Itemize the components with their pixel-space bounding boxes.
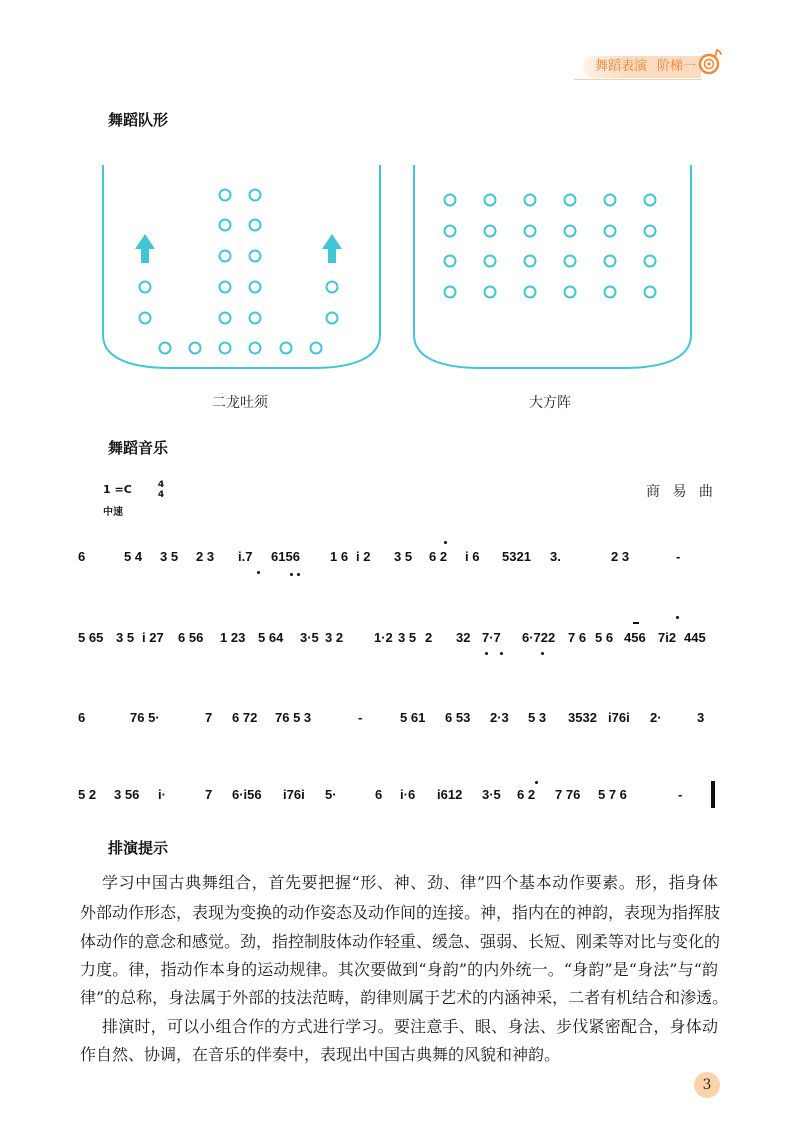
paragraph-line: 作自然、协调，在音乐的伴奏中，表现出中国古典舞的风貌和神韵。: [80, 1045, 561, 1064]
octave-dot: [500, 652, 503, 655]
dancer-marker: [645, 195, 656, 206]
note-group: 1·2: [374, 630, 393, 645]
dancer-marker: [220, 251, 231, 262]
note-group: 5 6: [595, 630, 614, 645]
note-group: 6: [78, 710, 86, 725]
dancer-marker: [190, 343, 201, 354]
note-group: 3 5: [160, 549, 179, 564]
note-group: 5 65: [78, 630, 104, 645]
note-group: 3 56: [114, 787, 140, 802]
note-group: 3 2: [325, 630, 344, 645]
octave-dot: [676, 616, 679, 619]
dancer-marker: [250, 190, 261, 201]
note-group: 6: [375, 787, 383, 802]
dancer-marker: [485, 287, 496, 298]
note-group: -: [358, 710, 363, 725]
dancer-marker: [485, 256, 496, 267]
octave-dot: [257, 571, 260, 574]
dancer-marker: [250, 343, 261, 354]
formation-diagrams: [0, 155, 800, 380]
note-group: i612: [437, 787, 463, 802]
note-group: i76i: [283, 787, 305, 802]
dancer-marker: [220, 220, 231, 231]
octave-dot: [541, 652, 544, 655]
section-label: 舞蹈表演: [595, 59, 648, 74]
dancer-marker: [525, 256, 536, 267]
paragraph-line: 学习中国古典舞组合，首先要把握“形、神、劲、律”四个基本动作要素。形，指身体: [102, 873, 718, 892]
direction-arrow-icon: [322, 234, 342, 263]
octave-dot: [297, 573, 300, 576]
note-group: 5 3: [528, 710, 547, 725]
score-line: [0, 549, 800, 565]
dancer-marker: [485, 195, 496, 206]
note-group: 5 4: [124, 549, 143, 564]
diagram-caption: 大方阵: [529, 395, 571, 411]
octave-dot: [535, 781, 538, 784]
paragraph-line: 体动作的意念和感觉。劲，指控制肢体动作轻重、缓急、强弱、长短、刚柔等对比与变化的: [80, 932, 721, 951]
chapter-badge: [583, 56, 701, 78]
octave-dot: [485, 652, 488, 655]
dancer-marker: [605, 195, 616, 206]
note-group: 1 6: [330, 549, 349, 564]
note-group: i76i: [608, 710, 630, 725]
note-group: 6·i56: [232, 787, 262, 802]
note-group: i.7: [238, 549, 253, 564]
music-heading: 舞蹈音乐: [108, 439, 169, 457]
note-group: 3 5: [398, 630, 417, 645]
note-group: 6156: [271, 549, 300, 564]
note-group: 1 23: [220, 630, 246, 645]
dancer-marker: [445, 226, 456, 237]
note-group: 5 64: [258, 630, 284, 645]
score-line: [0, 710, 800, 726]
note-group: 6: [78, 549, 86, 564]
octave-dot: [444, 541, 447, 544]
note-group: 7 6: [568, 630, 587, 645]
paragraph-line: 律”的总称，身法属于外部的技法范畴，韵律则属于艺术的内涵神采，二者有机结合和渗透。: [80, 988, 729, 1007]
note-group: 2: [425, 630, 433, 645]
note-group: 3.: [550, 549, 561, 564]
note-group: 6 53: [445, 710, 471, 725]
dancer-marker: [565, 226, 576, 237]
note-group: 7 76: [555, 787, 581, 802]
dancer-marker: [645, 226, 656, 237]
composer-credit: 商 易 曲: [646, 484, 717, 500]
time-signature-top: 4: [157, 480, 165, 490]
dancer-marker: [605, 256, 616, 267]
note-group: 3·5: [482, 787, 501, 802]
dancer-marker: [525, 226, 536, 237]
note-group: 3532: [568, 710, 597, 725]
stage-outline: [103, 165, 380, 368]
note-group: 2·: [650, 710, 662, 725]
dancer-marker: [220, 190, 231, 201]
note-group: 5321: [502, 549, 531, 564]
page-number: 3: [694, 1072, 720, 1098]
paragraph-line: 排演时，可以小组合作的方式进行学习。要注意手、眼、身法、步伐紧密配合，身体动: [102, 1017, 718, 1036]
note-group: 32: [456, 630, 471, 645]
note-group: i·: [158, 787, 166, 802]
note-group: 2 3: [611, 549, 630, 564]
score-line: [0, 630, 800, 646]
dancer-marker: [565, 287, 576, 298]
note-group: 2·3: [490, 710, 509, 725]
paragraph-line: 力度。律，指动作本身的运动规律。其次要做到“身韵”的内外统一。“身韵”是“身法”与“韵: [80, 960, 718, 979]
tips-heading: 排演提示: [108, 839, 169, 857]
note-group: 5 7 6: [598, 787, 627, 802]
dancer-marker: [525, 287, 536, 298]
level-label: 阶梯一: [657, 59, 697, 74]
dancer-marker: [250, 282, 261, 293]
dancer-marker: [220, 282, 231, 293]
note-group: 7: [205, 787, 213, 802]
key-signature: 1 =C: [103, 483, 132, 496]
note-group: 76 5·: [130, 710, 160, 725]
note-group: 5 2: [78, 787, 97, 802]
direction-arrow-icon: [135, 234, 155, 263]
dancer-marker: [311, 343, 322, 354]
note-group: 6 72: [232, 710, 258, 725]
dancer-marker: [327, 282, 338, 293]
dancer-marker: [220, 313, 231, 324]
dancer-marker: [645, 287, 656, 298]
time-signature: [157, 480, 165, 500]
note-group: 76 5 3: [275, 710, 312, 725]
dancer-marker: [220, 343, 231, 354]
paragraph-line: 外部动作形态，表现为变换的动作姿态及动作间的连接。神，指内在的神韵，表现为指挥肢: [80, 903, 721, 922]
dancer-marker: [140, 282, 151, 293]
music-target-icon: [696, 46, 724, 76]
dancer-marker: [605, 226, 616, 237]
note-group: 6 2: [517, 787, 536, 802]
note-group: i 2: [356, 549, 371, 564]
note-group: 6 2: [429, 549, 448, 564]
formation-heading: 舞蹈队形: [108, 111, 169, 129]
formation-diagram-square: [414, 165, 691, 368]
note-group: 445: [684, 630, 706, 645]
note-group: -: [676, 549, 681, 564]
dancer-marker: [327, 313, 338, 324]
dancer-marker: [140, 313, 151, 324]
note-group: -: [678, 787, 683, 802]
final-barline: [711, 781, 715, 808]
dancer-marker: [485, 226, 496, 237]
note-group: 2 3: [196, 549, 215, 564]
note-group: i 6: [465, 549, 480, 564]
note-group: 3 5: [116, 630, 135, 645]
note-group: 6 56: [178, 630, 204, 645]
dancer-marker: [445, 256, 456, 267]
dancer-marker: [525, 195, 536, 206]
dancer-marker: [565, 195, 576, 206]
dancer-marker: [445, 195, 456, 206]
dancer-marker: [445, 287, 456, 298]
diagram-caption: 二龙吐须: [212, 395, 268, 411]
note-group: 5·: [325, 787, 337, 802]
formation-diagram-dragon: [103, 165, 380, 368]
note-group: i·6: [400, 787, 416, 802]
dancer-marker: [565, 256, 576, 267]
note-group: 7: [205, 710, 213, 725]
header-rule: [574, 79, 702, 80]
note-group: 7·7: [482, 630, 501, 645]
dancer-marker: [281, 343, 292, 354]
note-group: 6·722: [522, 630, 556, 645]
note-group: 3 5: [394, 549, 413, 564]
note-group: i 27: [142, 630, 164, 645]
dancer-marker: [250, 220, 261, 231]
dancer-marker: [645, 256, 656, 267]
note-group: 3·5: [300, 630, 319, 645]
note-group: 3: [697, 710, 705, 725]
score-line: [0, 787, 800, 803]
dancer-marker: [250, 251, 261, 262]
dancer-marker: [250, 313, 261, 324]
dancer-marker: [160, 343, 171, 354]
dancer-marker: [605, 287, 616, 298]
note-group: 5 61: [400, 710, 426, 725]
octave-dot: [290, 573, 293, 576]
note-group: 7i2: [658, 630, 677, 645]
accent-mark: [633, 622, 639, 624]
tempo-marking: 中速: [103, 507, 123, 518]
time-signature-bottom: 4: [157, 490, 165, 500]
note-group: 456: [624, 630, 646, 645]
